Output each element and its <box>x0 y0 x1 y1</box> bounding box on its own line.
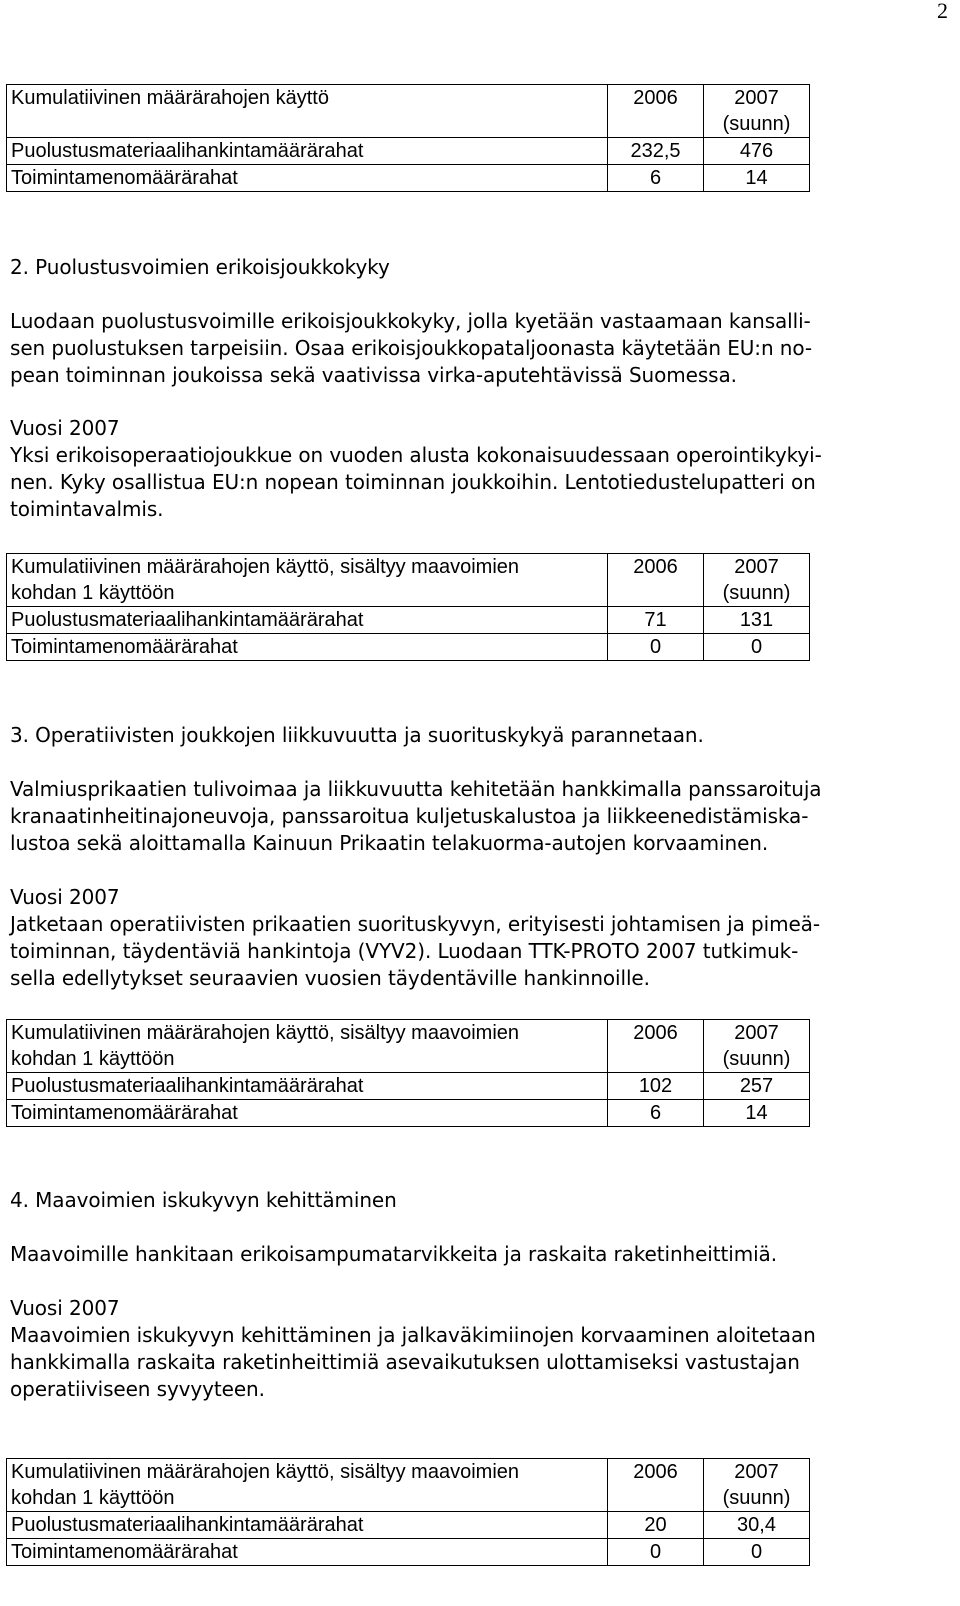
section-3-line-2: kranaatinheitinajoneuvoja, panssaroitua kuljetuskalustoa ja liikkeenedistämiska- <box>10 804 809 828</box>
table-row <box>7 165 810 192</box>
table-row <box>7 634 810 661</box>
header-2006: 2006 <box>608 1020 704 1073</box>
section-4-year-line-1: Maavoimien iskukyvyn kehittäminen ja jalkaväkimiinojen korvaaminen aloitetaan <box>10 1323 816 1347</box>
row-label: Puolustusmateriaalihankintamäärärahat <box>7 607 608 634</box>
table-row <box>7 1073 810 1100</box>
header-label-line-2: kohdan 1 käyttöön <box>11 1048 175 1070</box>
section-2-year-label: Vuosi 2007 <box>10 416 120 440</box>
header-2007-year: 2007 <box>734 1022 779 1044</box>
header-2007-note: (suunn) <box>722 1487 791 1509</box>
header-2007 <box>704 1459 810 1512</box>
budget-table-3 <box>6 1019 810 1127</box>
section-4-year-line-2: hankkimalla raskaita raketinheittimiä asevaikutuksen ulottamiseksi vastustajan <box>10 1350 800 1374</box>
header-2006: 2006 <box>608 85 704 138</box>
header-label <box>7 554 608 607</box>
table-row <box>7 1512 810 1539</box>
section-3-year-label: Vuosi 2007 <box>10 885 120 909</box>
header-2007-note: (suunn) <box>722 582 791 604</box>
budget-table-2 <box>6 553 810 661</box>
header-2007-note: (suunn) <box>722 1048 791 1070</box>
section-2-year-line-3: toimintavalmis. <box>10 497 164 521</box>
section-4-year-label: Vuosi 2007 <box>10 1296 120 1320</box>
section-2-year-line-2: nen. Kyky osallistua EU:n nopean toiminnan joukkoihin. Lentotiedustelupatteri on <box>10 470 816 494</box>
row-2007: 14 <box>704 165 810 192</box>
row-2006: 6 <box>608 1100 704 1127</box>
row-2007: 30,4 <box>704 1512 810 1539</box>
section-4-line-1: Maavoimille hankitaan erikoisampumatarvikkeita ja raskaita raketinheittimiä. <box>10 1242 777 1266</box>
header-label-line-1: Kumulatiivinen määrärahojen käyttö, sisältyy maavoimien <box>11 1022 520 1044</box>
table-row <box>7 138 810 165</box>
header-label <box>7 1020 608 1073</box>
table-header-row <box>7 85 810 138</box>
row-label: Puolustusmateriaalihankintamäärärahat <box>7 1073 608 1100</box>
header-label-line-1: Kumulatiivinen määrärahojen käyttö, sisältyy maavoimien <box>11 1461 520 1483</box>
row-2006: 0 <box>608 1539 704 1566</box>
header-label-line-2: kohdan 1 käyttöön <box>11 1487 175 1509</box>
row-2007: 0 <box>704 1539 810 1566</box>
header-label-line-1: Kumulatiivinen määrärahojen käyttö, sisältyy maavoimien <box>11 556 520 578</box>
row-label: Toimintamenomäärärahat <box>7 634 608 661</box>
row-2007: 476 <box>704 138 810 165</box>
table-header-row <box>7 1459 810 1512</box>
row-label: Toimintamenomäärärahat <box>7 1100 608 1127</box>
header-label <box>7 1459 608 1512</box>
table-header-row <box>7 1020 810 1073</box>
row-2006: 232,5 <box>608 138 704 165</box>
row-label: Toimintamenomäärärahat <box>7 165 608 192</box>
header-2007 <box>704 1020 810 1073</box>
header-label: Kumulatiivinen määrärahojen käyttö <box>7 85 608 138</box>
row-label: Puolustusmateriaalihankintamäärärahat <box>7 1512 608 1539</box>
page-number: 2 <box>937 0 948 23</box>
row-2007: 257 <box>704 1073 810 1100</box>
header-2007-year: 2007 <box>734 556 779 578</box>
row-label: Puolustusmateriaalihankintamäärärahat <box>7 138 608 165</box>
row-2007: 14 <box>704 1100 810 1127</box>
section-2-line-2: sen puolustuksen tarpeisiin. Osaa erikoisjoukkopataljoonasta käytetään EU:n no- <box>10 336 812 360</box>
header-2006: 2006 <box>608 1459 704 1512</box>
section-3-year-line-3: sella edellytykset seuraavien vuosien täydentäville hankinnoille. <box>10 966 650 990</box>
section-2-year-line-1: Yksi erikoisoperaatiojoukkue on vuoden alusta kokonaisuudessaan operointikykyi- <box>10 443 822 467</box>
header-2006: 2006 <box>608 554 704 607</box>
header-2007 <box>704 85 810 138</box>
section-2-heading: 2. Puolustusvoimien erikoisjoukkokyky <box>10 255 390 279</box>
header-2007-year: 2007 <box>734 87 779 109</box>
table-row <box>7 1100 810 1127</box>
budget-table-4 <box>6 1458 810 1566</box>
section-3-line-1: Valmiusprikaatien tulivoimaa ja liikkuvuutta kehitetään hankkimalla panssaroituja <box>10 777 822 801</box>
row-2006: 6 <box>608 165 704 192</box>
section-2-line-3: pean toiminnan joukoissa sekä vaativissa virka-aputehtävissä Suomessa. <box>10 363 737 387</box>
table-header-row <box>7 554 810 607</box>
header-2007-year: 2007 <box>734 1461 779 1483</box>
row-2006: 71 <box>608 607 704 634</box>
section-4-year-line-3: operatiiviseen syvyyteen. <box>10 1377 265 1401</box>
row-2007: 0 <box>704 634 810 661</box>
row-2006: 0 <box>608 634 704 661</box>
section-4-heading: 4. Maavoimien iskukyvyn kehittäminen <box>10 1188 397 1212</box>
header-label-line-2: kohdan 1 käyttöön <box>11 582 175 604</box>
budget-table-1 <box>6 84 810 192</box>
section-3-heading: 3. Operatiivisten joukkojen liikkuvuutta ja suorituskykyä parannetaan. <box>10 723 704 747</box>
row-label: Toimintamenomäärärahat <box>7 1539 608 1566</box>
header-2007-note: (suunn) <box>722 113 791 135</box>
header-2007 <box>704 554 810 607</box>
row-2007: 131 <box>704 607 810 634</box>
table-row <box>7 1539 810 1566</box>
section-3-line-3: lustoa sekä aloittamalla Kainuun Prikaatin telakuorma-autojen korvaaminen. <box>10 831 769 855</box>
section-2-line-1: Luodaan puolustusvoimille erikoisjoukkokyky, jolla kyetään vastaamaan kansalli- <box>10 309 811 333</box>
table-row <box>7 607 810 634</box>
row-2006: 102 <box>608 1073 704 1100</box>
row-2006: 20 <box>608 1512 704 1539</box>
section-3-year-line-2: toiminnan, täydentäviä hankintoja (VYV2). Luodaan TTK-PROTO 2007 tutkimuk- <box>10 939 799 963</box>
section-3-year-line-1: Jatketaan operatiivisten prikaatien suorituskyvyn, erityisesti johtamisen ja pimeä- <box>10 912 820 936</box>
